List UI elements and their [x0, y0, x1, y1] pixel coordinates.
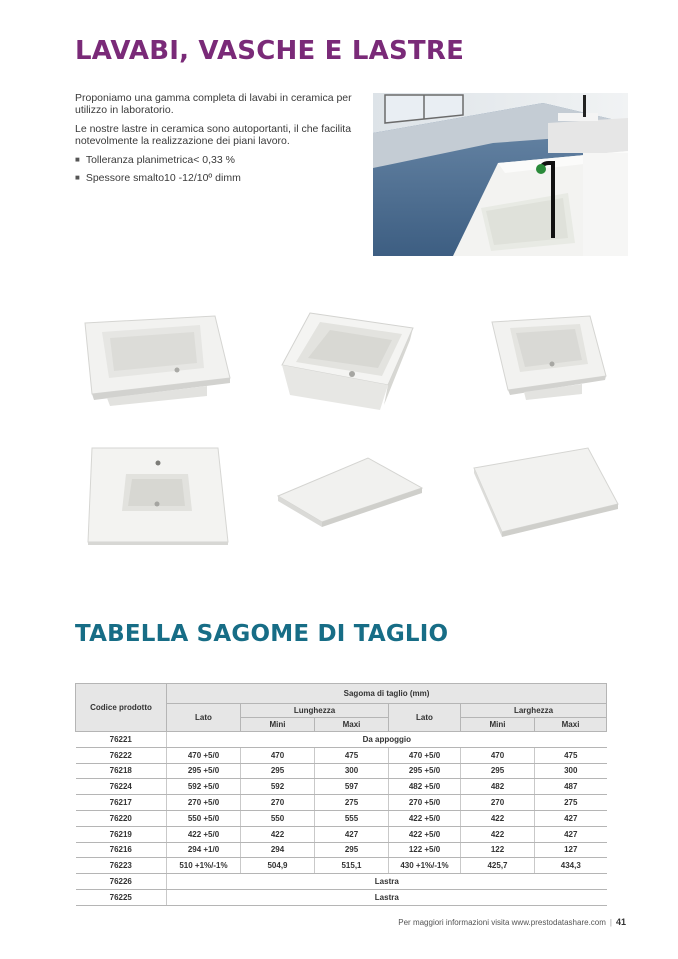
product-code-cell: 76220 — [76, 810, 167, 826]
table-row — [76, 763, 607, 779]
product-code-cell: 76219 — [76, 826, 167, 842]
table-row — [76, 747, 607, 763]
table-cell: 270 — [461, 795, 535, 811]
header-cutting-template: Sagoma di taglio (mm) — [167, 684, 607, 704]
table-cell: 127 — [535, 842, 607, 858]
table-cell: 122 — [461, 842, 535, 858]
header-length-min: Mini — [241, 718, 315, 732]
product-code-cell: 76217 — [76, 795, 167, 811]
table-row — [76, 889, 607, 905]
spec-item: ■ Spessore smalto10 -12/10º dimm — [75, 172, 360, 185]
table-cell: 270 +5/0 — [389, 795, 461, 811]
table-cell: 592 — [241, 779, 315, 795]
footer-info-text: Per maggiori informazioni visita www.prestodatashare.com — [398, 918, 606, 927]
product-code-cell: 76221 — [76, 732, 167, 748]
product-code-cell: 76218 — [76, 763, 167, 779]
table-cell: 475 — [315, 747, 389, 763]
header-width-side: Lato — [389, 704, 461, 732]
table-cell: 427 — [315, 826, 389, 842]
table-cell: 475 — [535, 747, 607, 763]
header-length: Lunghezza — [241, 704, 389, 718]
table-row — [76, 842, 607, 858]
section-title-tabella: TABELLA SAGOME DI TAGLIO — [75, 621, 449, 647]
cutting-templates-table — [75, 683, 607, 906]
table-cell: 122 +5/0 — [389, 842, 461, 858]
page-footer — [398, 917, 626, 927]
table-row — [76, 779, 607, 795]
span-cell: Lastra — [167, 889, 607, 905]
product-code-cell: 76216 — [76, 842, 167, 858]
table-cell: 482 — [461, 779, 535, 795]
table-cell: 295 — [461, 763, 535, 779]
table-cell: 270 — [241, 795, 315, 811]
table-cell: 592 +5/0 — [167, 779, 241, 795]
table-cell: 425,7 — [461, 858, 535, 874]
table-cell: 270 +5/0 — [167, 795, 241, 811]
small-sink-product — [490, 314, 608, 400]
table-cell: 275 — [535, 795, 607, 811]
table-cell: 482 +5/0 — [389, 779, 461, 795]
ceramic-slab-large-product — [472, 446, 620, 540]
table-cell: 597 — [315, 779, 389, 795]
sink-with-rim-product — [82, 308, 232, 408]
table-cell: 555 — [315, 810, 389, 826]
table-cell: 515,1 — [315, 858, 389, 874]
table-cell: 422 — [461, 810, 535, 826]
table-cell: 295 — [241, 763, 315, 779]
product-code-cell: 76222 — [76, 747, 167, 763]
header-product-code: Codice prodotto — [76, 684, 167, 732]
table-cell: 300 — [535, 763, 607, 779]
product-code-cell: 76223 — [76, 858, 167, 874]
intro-text — [75, 92, 360, 190]
table-cell: 427 — [535, 810, 607, 826]
table-row — [76, 732, 607, 748]
table-cell: 422 — [461, 826, 535, 842]
table-cell: 487 — [535, 779, 607, 795]
table-cell: 295 +5/0 — [167, 763, 241, 779]
table-cell: 295 +5/0 — [389, 763, 461, 779]
table-cell: 427 — [535, 826, 607, 842]
table-cell: 434,3 — [535, 858, 607, 874]
table-cell: 422 +5/0 — [389, 810, 461, 826]
span-cell: Lastra — [167, 874, 607, 890]
section-title-lavabi: LAVABI, VASCHE E LASTRE — [75, 36, 465, 66]
table-cell: 295 — [315, 842, 389, 858]
product-code-cell: 76224 — [76, 779, 167, 795]
table-row — [76, 826, 607, 842]
deep-tub-product — [280, 310, 415, 412]
table-row — [76, 874, 607, 890]
intro-paragraph-2: Le nostre lastre in ceramica sono autoportanti, il che facilita notevolmente la realizzazione dei piani lavoro. — [75, 123, 352, 147]
table-cell: 294 +1/0 — [167, 842, 241, 858]
table-cell: 504,9 — [241, 858, 315, 874]
header-length-side: Lato — [167, 704, 241, 732]
spec-list — [75, 154, 360, 185]
header-width-max: Maxi — [535, 718, 607, 732]
product-code-cell: 76225 — [76, 889, 167, 905]
header-width: Larghezza — [461, 704, 607, 718]
table-cell: 470 +5/0 — [389, 747, 461, 763]
table-cell: 300 — [315, 763, 389, 779]
table-cell: 550 — [241, 810, 315, 826]
table-cell: 422 +5/0 — [389, 826, 461, 842]
span-cell: Da appoggio — [167, 732, 607, 748]
table-cell: 470 — [461, 747, 535, 763]
table-cell: 422 — [241, 826, 315, 842]
header-length-max: Maxi — [315, 718, 389, 732]
table-cell: 510 +1%/-1% — [167, 858, 241, 874]
intro-paragraph-1: Proponiamo una gamma completa di lavabi in ceramica per utilizzo in laboratorio. — [75, 92, 352, 116]
table-row — [76, 795, 607, 811]
table-cell: 430 +1%/-1% — [389, 858, 461, 874]
table-cell: 275 — [315, 795, 389, 811]
laboratory-photo — [373, 93, 628, 256]
worktop-with-sink-product — [86, 446, 232, 546]
table-cell: 550 +5/0 — [167, 810, 241, 826]
table-cell: 470 — [241, 747, 315, 763]
ceramic-slab-small-product — [276, 456, 424, 528]
footer-separator: | — [609, 918, 612, 927]
table-cell: 470 +5/0 — [167, 747, 241, 763]
table-cell: 422 +5/0 — [167, 826, 241, 842]
product-code-cell: 76226 — [76, 874, 167, 890]
spec-item: ■ Tolleranza planimetrica< 0,33 % — [75, 154, 360, 167]
page-number: 41 — [615, 917, 626, 927]
header-width-min: Mini — [461, 718, 535, 732]
table-cell: 294 — [241, 842, 315, 858]
table-row — [76, 858, 607, 874]
table-row — [76, 810, 607, 826]
